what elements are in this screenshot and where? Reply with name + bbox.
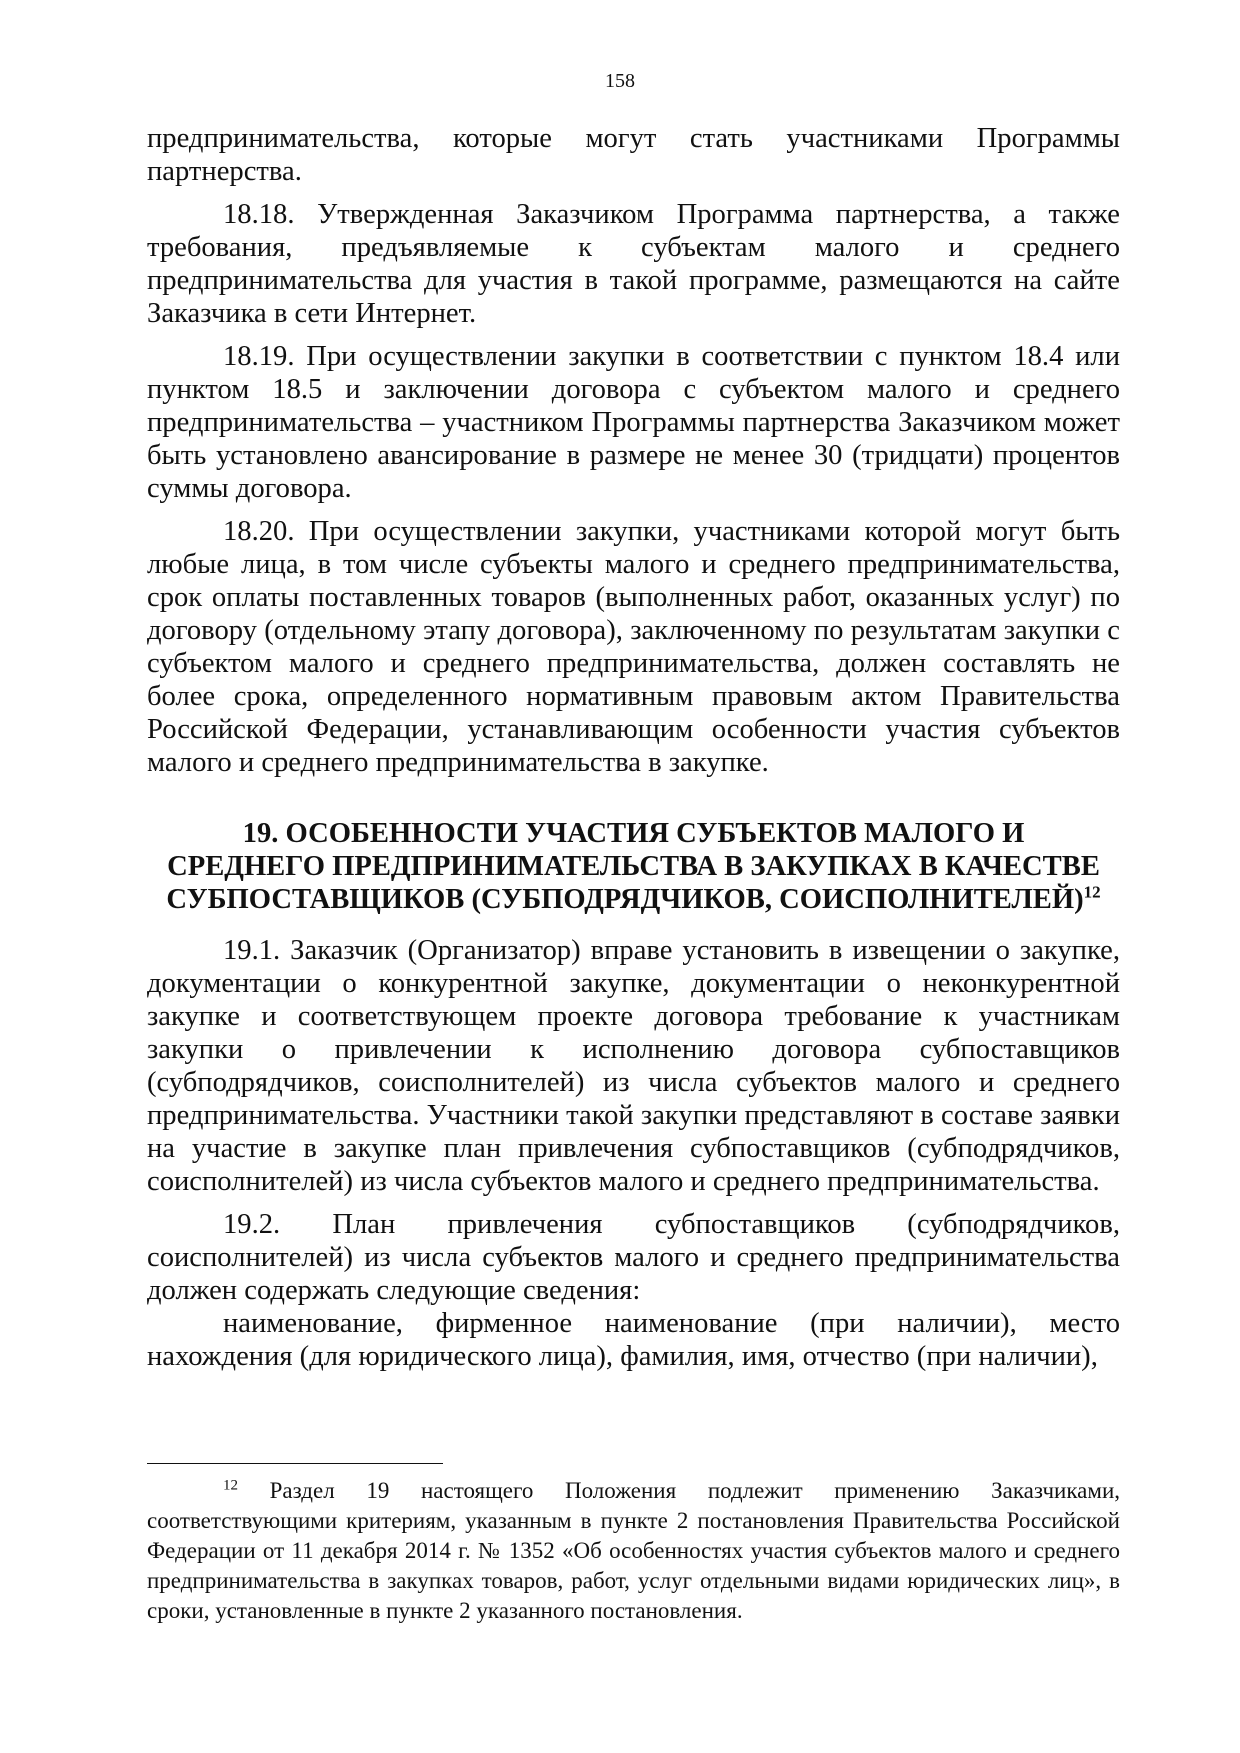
paragraph-list-item: наименование, фирменное наименование (при наличии), место нахождения (для юридического лица), фамилия, имя, отчество (при наличии), (147, 1308, 1120, 1372)
paragraph-18-20: 18.20. При осуществлении закупки, участниками которой могут быть любые лица, в том числе субъекты малого и среднего предпринимательства, срок оплаты поставленных товаров (выполненных работ, оказанных услуг) по договору (отдельному этапу договора), заключенному по результатам закупки с субъектом малого и среднего предпринимательства, должен составлять не более срока, определенного нормативным правовым актом Правительства Российской Федерации, устанавливающим особенности участия субъектов малого и среднего предпринимательства в закупке. (147, 516, 1120, 778)
paragraph-19-1: 19.1. Заказчик (Организатор) вправе установить в извещении о закупке, документации о конкурентной закупке, документации о неконкурентной закупке и соответствующем проекте договора требование к участникам закупки о привлечении к исполнению договора субпоставщиков (субподрядчиков, соисполнителей) из числа субъектов малого и среднего предпринимательства. Участники такой закупки представляют в составе заявки на участие в закупке план привлечения субпоставщиков (субподрядчиков, соисполнителей) из числа субъектов малого и среднего предпринимательства. (147, 935, 1120, 1197)
footnote-12 (147, 1476, 1120, 1626)
paragraph-continuation: предпринимательства, которые могут стать участниками Программы партнерства. (147, 123, 1120, 187)
paragraph-18-19: 18.19. При осуществлении закупки в соответствии с пунктом 18.4 или пунктом 18.5 и заключении договора с субъектом малого и среднего предпринимательства – участником Программы партнерства Заказчиком может быть установлено авансирование в размере не менее 30 (тридцати) процентов суммы договора. (147, 341, 1120, 504)
footnote-number: 12 (223, 1477, 238, 1494)
footnote-text: Раздел 19 настоящего Положения подлежит применению Заказчиками, соответствующими критериям, указанным в пункте 2 постановления Правительства Российской Федерации от 11 декабря 2014 г. № 1352 «Об особенностях участия субъектов малого и среднего предпринимательства в закупках товаров, работ, услуг отдельными видами юридических лиц», в сроки, установленные в пункте 2 указанного постановления. (147, 1478, 1120, 1623)
page-number: 158 (605, 70, 635, 92)
footnote-reference[interactable]: 12 (1083, 882, 1101, 902)
paragraph-18-18: 18.18. Утвержденная Заказчиком Программа партнерства, а также требования, предъявляемые к субъектам малого и среднего предпринимательства для участия в такой программе, размещаются на сайте Заказчика в сети Интернет. (147, 199, 1120, 329)
paragraph-19-2: 19.2. План привлечения субпоставщиков (субподрядчиков, соисполнителей) из числа субъектов малого и среднего предпринимательства должен содержать следующие сведения: (147, 1209, 1120, 1306)
footnote-separator (147, 1463, 443, 1464)
section-heading-line-2: СРЕДНЕГО ПРЕДПРИНИМАТЕЛЬСТВА В ЗАКУПКАХ В КАЧЕСТВЕ (167, 851, 1100, 882)
section-heading-line-1: 19. ОСОБЕННОСТИ УЧАСТИЯ СУБЪЕКТОВ МАЛОГО И (242, 818, 1025, 849)
section-heading-line-3: СУБПОСТАВЩИКОВ (СУБПОДРЯДЧИКОВ, СОИСПОЛНИТЕЛЕЙ) (166, 884, 1084, 915)
document-body (147, 122, 1120, 1373)
section-heading-19 (147, 817, 1120, 916)
